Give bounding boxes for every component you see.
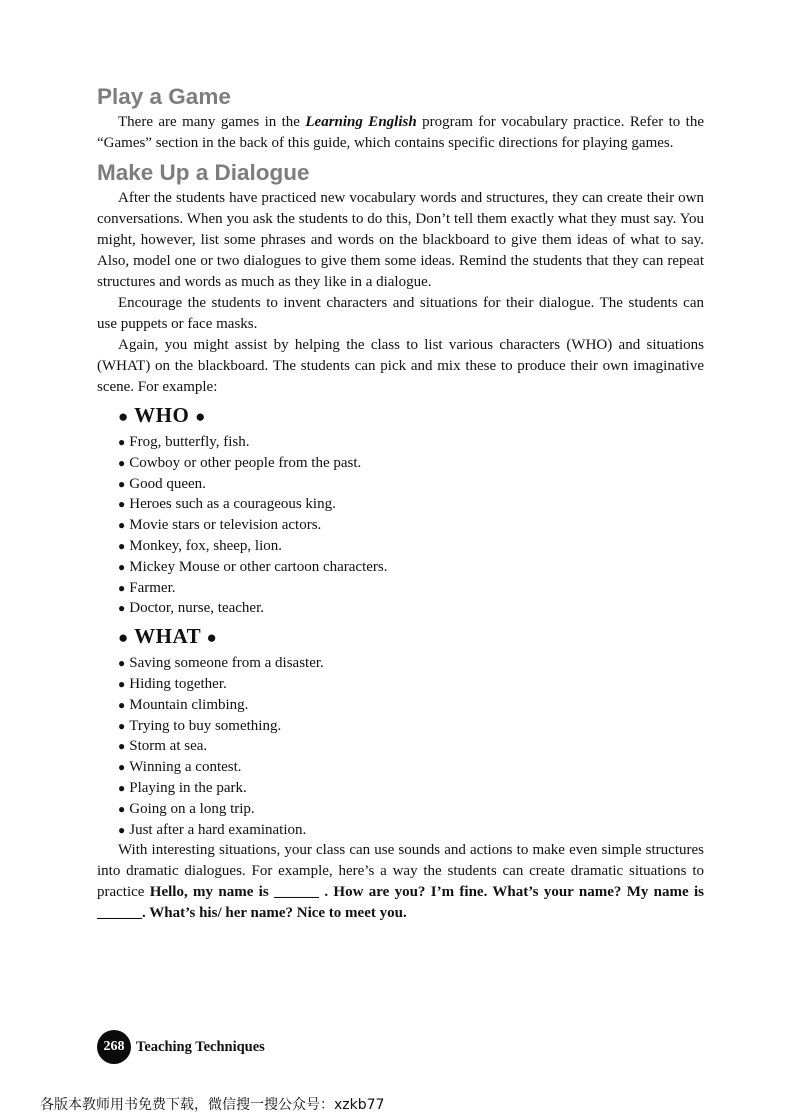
bullet-icon: ● [118, 601, 126, 616]
list-item [118, 695, 704, 716]
list-item-text: Mountain climbing. [129, 696, 249, 713]
bullet-icon: ● [195, 407, 206, 426]
section-heading-play-a-game: Play a Game [97, 84, 231, 109]
program-title: Learning English [305, 114, 417, 130]
bullet-icon: ● [118, 718, 126, 733]
bullet-icon: ● [118, 497, 126, 512]
list-item-text: Hiding together. [129, 675, 227, 692]
list-item-text: Going on a long trip. [129, 800, 255, 817]
dialogue-paragraph-4 [97, 840, 704, 924]
list-item-text: Frog, butterfly, fish. [129, 434, 250, 450]
bullet-icon: ● [118, 559, 126, 574]
list-item [118, 778, 704, 799]
dialogue-paragraph-2: Encourage the students to invent characters and situations for their dialogue. The students can use puppets or face masks. [97, 295, 704, 332]
bullet-icon: ● [118, 628, 129, 648]
list-item [118, 598, 704, 619]
page-number-badge: 268 [97, 1030, 131, 1064]
page-content [97, 82, 704, 924]
para-text: There are many games in the [118, 114, 306, 130]
list-item [118, 799, 704, 820]
list-item-text: Cowboy or other people from the past. [129, 454, 362, 471]
list-item-text: Winning a contest. [129, 759, 242, 776]
list-item-text: Good queen. [129, 475, 206, 492]
list-item [118, 536, 704, 557]
bullet-icon: ● [118, 801, 126, 816]
list-item [118, 432, 704, 453]
list-item [118, 653, 704, 674]
list-item-text: Movie stars or television actors. [129, 517, 322, 534]
para-text: With interesting situations, your class can use sounds and actions to make even simple structures into dramatic dialogues. For example, here’s a way the students can create dramatic situations to practice [97, 842, 704, 901]
bullet-icon: ● [118, 676, 126, 691]
list-item [118, 674, 704, 695]
list-item [118, 453, 704, 474]
para-text: program for vocabulary practice. Refer to the “Games” section in the back of this guide, which contains specific directions for playing games. [97, 114, 704, 151]
bullet-icon: ● [118, 580, 126, 595]
list-item [118, 494, 704, 515]
list-item [118, 716, 704, 737]
list-item-text: Saving someone from a disaster. [129, 655, 324, 672]
bullet-icon: ● [206, 628, 218, 648]
list-item-text: Doctor, nurse, teacher. [129, 600, 265, 617]
bullet-icon: ● [118, 822, 126, 837]
who-heading [118, 404, 704, 428]
list-item [118, 515, 704, 536]
list-item [118, 474, 704, 495]
bullet-icon: ● [118, 780, 126, 795]
bullet-icon: ● [118, 407, 129, 426]
bullet-icon: ● [118, 538, 126, 553]
dialogue-paragraph-1: After the students have practiced new vocabulary words and structures, they can create their own conversations. When you ask the students to do this, Don’t tell them exactly what they must say. You might, however, list some phrases and words on the blackboard to give them ideas of what to say. Also, model one or two dialogues to give them some ideas. Remind the students that they can repeat structures and words as much as they like in a dialogue. [97, 190, 704, 290]
bullet-icon: ● [118, 739, 126, 754]
list-item-text: Trying to buy something. [129, 717, 282, 734]
section-heading-make-up-a-dialogue: Make Up a Dialogue [97, 160, 310, 185]
what-label: WHAT [134, 624, 201, 649]
list-item [118, 757, 704, 778]
list-item [118, 578, 704, 599]
list-item-text: Heroes such as a courageous king. [129, 496, 336, 513]
dialogue-paragraph-3: Again, you might assist by helping the class to list various characters (WHO) and situations (WHAT) on the blackboard. The students can pick and mix these to produce their own imaginative scene. For example: [97, 337, 704, 395]
list-item [118, 557, 704, 578]
list-item [118, 820, 704, 841]
bullet-icon: ● [118, 435, 126, 449]
bullet-icon: ● [118, 518, 126, 533]
list-item-text: Just after a hard examination. [129, 821, 307, 838]
list-item-text: Monkey, fox, sheep, lion. [129, 537, 283, 554]
list-item-text: Playing in the park. [129, 779, 247, 796]
list-item [118, 736, 704, 757]
list-item-text: Mickey Mouse or other cartoon characters. [129, 558, 388, 575]
who-label: WHO [134, 403, 190, 427]
play-a-game-paragraph [97, 112, 704, 154]
bullet-icon: ● [118, 760, 126, 775]
list-item-text: Storm at sea. [129, 738, 208, 755]
example-dialogue: Hello, my name is ______ . How are you? I’m fine. What’s your name? My name is ______. What’s his/ her name? Nice to meet you. [97, 884, 704, 922]
list-item-text: Farmer. [129, 579, 176, 596]
what-heading [118, 625, 704, 649]
who-list [97, 432, 704, 619]
bullet-icon: ● [118, 656, 126, 671]
bullet-icon: ● [118, 476, 126, 491]
bullet-icon: ● [118, 455, 126, 470]
footer-title: Teaching Techniques [136, 1038, 265, 1055]
page-footer [97, 1030, 265, 1064]
watermark-text: 各版本教师用书免费下载，微信搜一搜公众号：xzkb77 [40, 1097, 385, 1113]
what-list [97, 653, 704, 840]
bullet-icon: ● [118, 697, 126, 712]
